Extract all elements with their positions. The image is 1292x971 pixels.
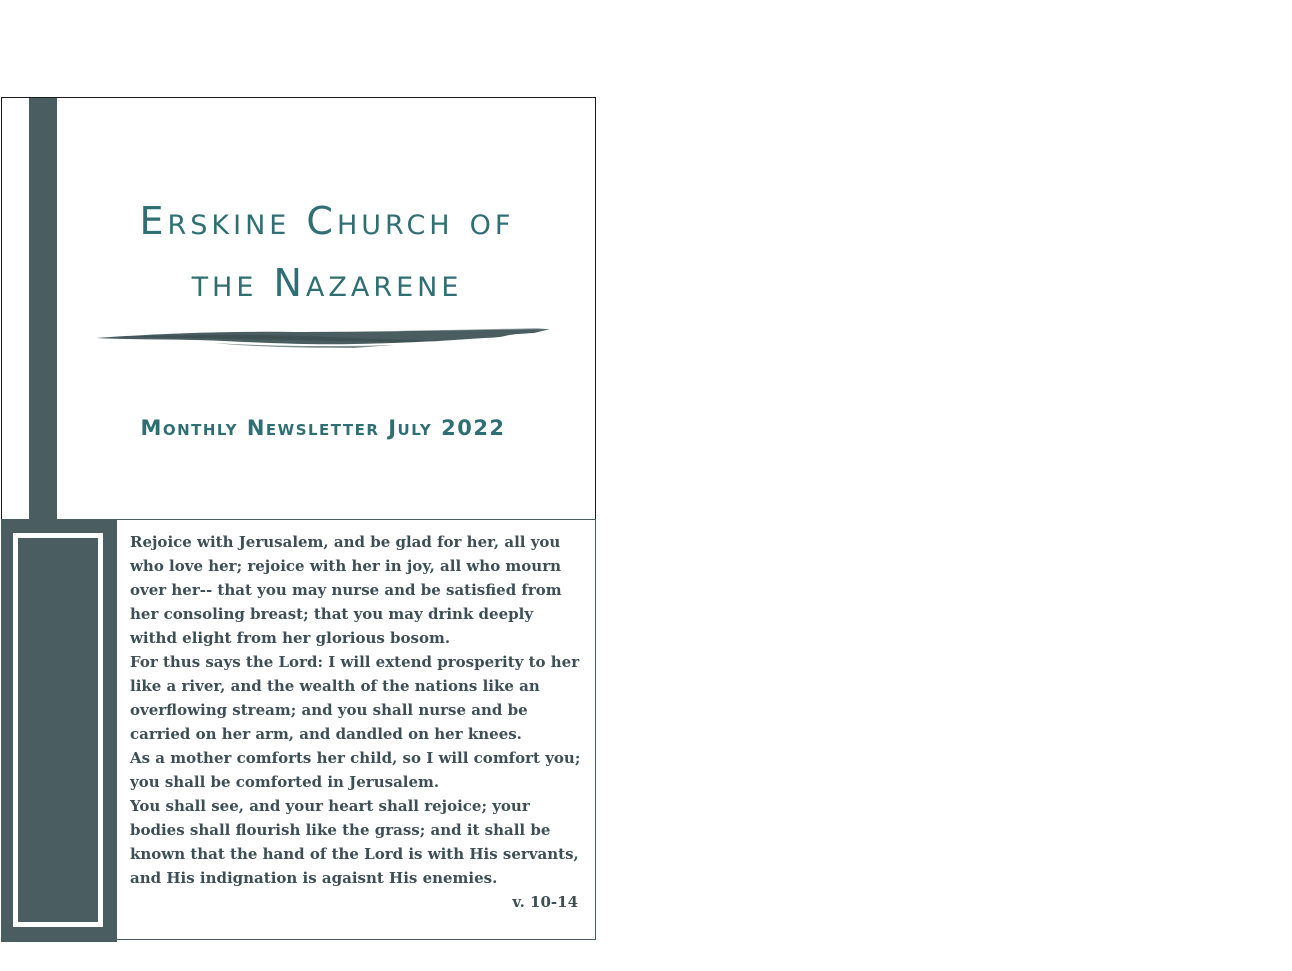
scripture-paragraph: You shall see, and your heart shall rejoice; your bodies shall flourish like the grass; and it shall be known that the hand of the Lord is with His servants, and His indignation is agaisnt His enemies. <box>130 797 579 887</box>
church-title-line2: the Nazarene <box>191 261 463 305</box>
decorative-frame <box>13 533 103 927</box>
scripture-text <box>130 530 582 914</box>
brush-stroke-divider <box>94 326 554 350</box>
scripture-panel <box>1 519 596 940</box>
scripture-paragraph: For thus says the Lord: I will extend prosperity to her like a river, and the wealth of the nations like an overflowing stream; and you shall nurse and be carried on her arm, and dandled on her knees. <box>130 653 580 743</box>
church-title-line1: Erskine Church of <box>139 199 515 243</box>
scripture-paragraph: As a mother comforts her child, so I will comfort you; you shall be comforted in Jerusalem. <box>130 749 581 791</box>
scripture-paragraph: Rejoice with Jerusalem, and be glad for her, all you who love her; rejoice with her in joy, all who mourn over her-- that you may nurse and be satisfied from her consoling breast; that you may drink deeply withd elight from her glorious bosom. <box>130 533 562 647</box>
scripture-reference: v. 10-14 <box>512 893 578 911</box>
newsletter-page <box>1 97 596 940</box>
decorative-block <box>1 519 117 942</box>
cover-panel <box>1 97 596 520</box>
church-title <box>62 190 592 314</box>
newsletter-subtitle: Monthly Newsletter July 2022 <box>140 416 506 440</box>
vertical-accent-bar <box>29 98 57 521</box>
